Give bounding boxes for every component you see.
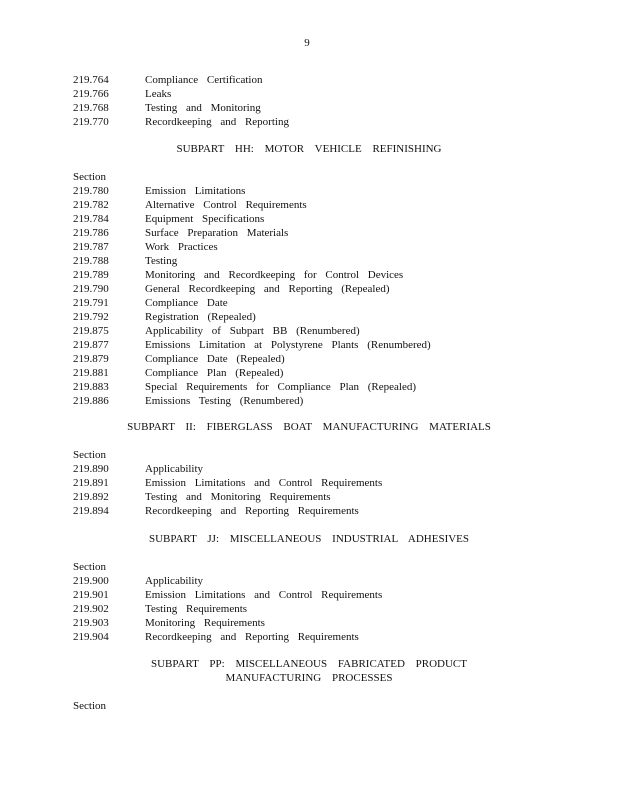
section-number: 219.786 — [73, 227, 109, 239]
list-item — [73, 115, 593, 129]
section-number: 219.891 — [73, 477, 109, 489]
section-title: Special Requirements for Compliance Plan (Repealed) — [145, 381, 417, 393]
section-title: General Recordkeeping and Reporting (Repealed) — [145, 283, 390, 295]
section-title: Applicability of Subpart BB (Renumbered) — [145, 325, 360, 337]
section-number: 219.784 — [73, 213, 109, 225]
section-title: Surface Preparation Materials — [145, 227, 289, 239]
section-number: 219.900 — [73, 575, 109, 587]
section-number: 219.903 — [73, 617, 109, 629]
section-number: 219.881 — [73, 367, 109, 379]
section-list-ii — [73, 448, 593, 518]
section-number: 219.792 — [73, 311, 109, 323]
list-item — [73, 462, 593, 476]
section-title: Recordkeeping and Reporting Requirements — [145, 631, 359, 643]
list-item — [73, 490, 593, 504]
section-number: 219.790 — [73, 283, 109, 295]
section-number: 219.890 — [73, 463, 109, 475]
list-item — [73, 616, 593, 630]
list-item — [73, 324, 593, 338]
section-label: Section — [73, 700, 106, 712]
list-item — [73, 588, 593, 602]
section-title: Emission Limitations and Control Requirements — [145, 589, 383, 601]
list-item — [73, 198, 593, 212]
section-title: Applicability — [145, 463, 204, 475]
section-number: 219.877 — [73, 339, 109, 351]
section-title: Emissions Limitation at Polystyrene Plants (Renumbered) — [145, 339, 431, 351]
page-number-text: 9 — [304, 37, 310, 49]
list-item — [73, 282, 593, 296]
section-title: Compliance Date — [145, 297, 228, 309]
section-title: Emission Limitations — [145, 185, 246, 197]
section-number: 219.902 — [73, 603, 109, 615]
list-item — [73, 296, 593, 310]
list-item — [73, 504, 593, 518]
section-title: Monitoring and Recordkeeping for Control Devices — [145, 269, 404, 281]
subpart-ii-heading — [0, 420, 618, 434]
section-label: Section — [73, 449, 106, 461]
list-item — [73, 602, 593, 616]
list-item — [73, 254, 593, 268]
subpart-jj-heading — [0, 532, 618, 546]
list-item — [73, 630, 593, 644]
section-title: Compliance Plan (Repealed) — [145, 367, 284, 379]
subpart-heading-text: SUBPART HH: MOTOR VEHICLE REFINISHING — [176, 143, 442, 155]
section-title: Emission Limitations and Control Requirements — [145, 477, 383, 489]
section-title: Recordkeeping and Reporting — [145, 116, 289, 128]
section-title: Testing and Monitoring Requirements — [145, 491, 331, 503]
section-title: Emissions Testing (Renumbered) — [145, 395, 304, 407]
section-number: 219.894 — [73, 505, 109, 517]
section-number: 219.886 — [73, 395, 109, 407]
section-number: 219.770 — [73, 116, 109, 128]
section-number: 219.791 — [73, 297, 109, 309]
section-title: Compliance Certification — [145, 74, 263, 86]
list-item — [73, 212, 593, 226]
section-label: Section — [73, 171, 106, 183]
list-item — [73, 380, 593, 394]
list-item — [73, 310, 593, 324]
section-number: 219.879 — [73, 353, 109, 365]
section-number: 219.780 — [73, 185, 109, 197]
list-item — [73, 476, 593, 490]
list-item — [73, 101, 593, 115]
section-title: Registration (Repealed) — [145, 311, 256, 323]
list-item — [73, 366, 593, 380]
list-item — [73, 574, 593, 588]
section-title: Monitoring Requirements — [145, 617, 265, 629]
section-number: 219.782 — [73, 199, 109, 211]
section-number: 219.904 — [73, 631, 109, 643]
section-title: Testing — [145, 255, 178, 267]
subpart-heading-text: SUBPART JJ: MISCELLANEOUS INDUSTRIAL ADHESIVES — [148, 533, 470, 545]
list-item — [73, 73, 593, 87]
list-item — [73, 352, 593, 366]
section-number: 219.789 — [73, 269, 109, 281]
section-number: 219.788 — [73, 255, 109, 267]
subpart-hh-heading — [0, 142, 618, 156]
section-title: Testing and Monitoring — [145, 102, 261, 114]
section-title: Compliance Date (Repealed) — [145, 353, 285, 365]
section-number: 219.883 — [73, 381, 109, 393]
section-list-pp — [73, 699, 593, 713]
section-title: Testing Requirements — [145, 603, 248, 615]
subpart-heading-line1: SUBPART PP: MISCELLANEOUS FABRICATED PRODUCT — [151, 658, 467, 670]
section-list-hh — [73, 170, 593, 408]
subpart-heading-text: SUBPART II: FIBERGLASS BOAT MANUFACTURING MATERIALS — [127, 421, 491, 433]
section-title: Leaks — [145, 88, 172, 100]
list-item — [73, 87, 593, 101]
list-item — [73, 268, 593, 282]
list-item — [73, 240, 593, 254]
section-number: 219.875 — [73, 325, 109, 337]
list-item — [73, 338, 593, 352]
subpart-heading-line2: MANUFACTURING PROCESSES — [225, 672, 393, 684]
section-list-jj — [73, 560, 593, 644]
list-item — [73, 184, 593, 198]
section-number: 219.892 — [73, 491, 109, 503]
section-number: 219.768 — [73, 102, 109, 114]
section-title: Alternative Control Requirements — [145, 199, 307, 211]
section-title: Applicability — [145, 575, 204, 587]
section-title: Equipment Specifications — [145, 213, 265, 225]
list-item — [73, 226, 593, 240]
section-label: Section — [73, 561, 106, 573]
section-title: Recordkeeping and Reporting Requirements — [145, 505, 359, 517]
list-item — [73, 394, 593, 408]
section-list-continued — [73, 73, 593, 129]
section-title: Work Practices — [145, 241, 218, 253]
section-number: 219.766 — [73, 88, 109, 100]
subpart-pp-heading — [0, 657, 618, 685]
section-number: 219.901 — [73, 589, 109, 601]
section-number: 219.787 — [73, 241, 109, 253]
section-number: 219.764 — [73, 74, 109, 86]
page-number — [0, 37, 618, 49]
